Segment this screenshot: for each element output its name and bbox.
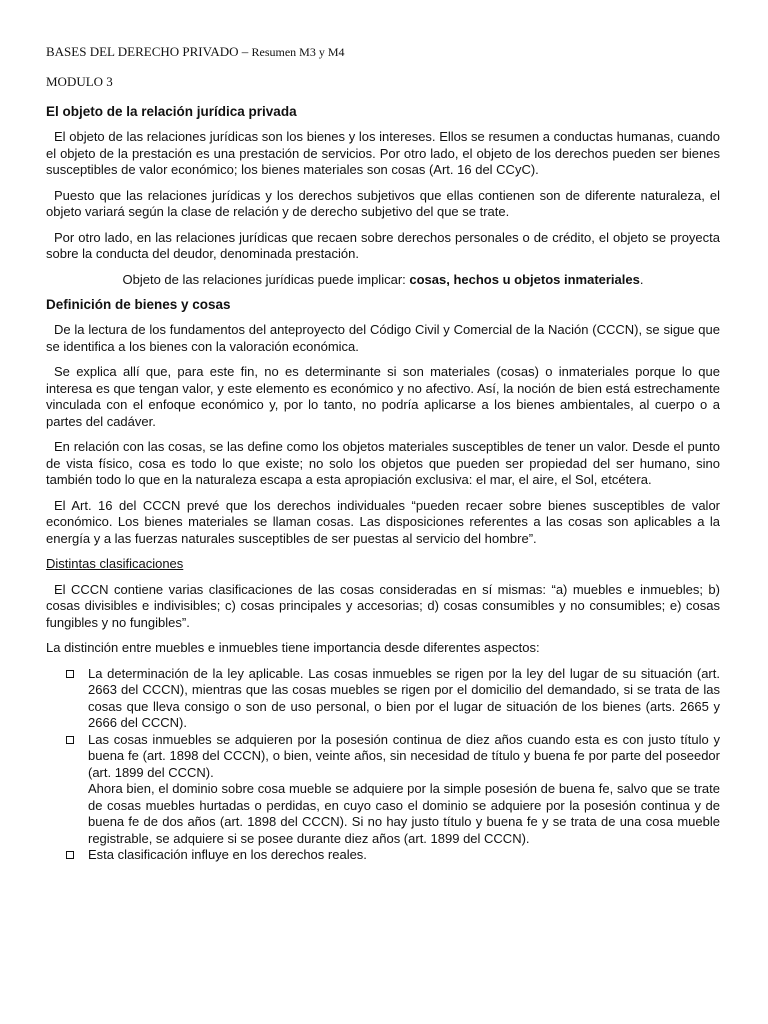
section-heading-clasificaciones: Distintas clasificaciones	[46, 556, 184, 571]
paragraph: El objeto de las relaciones jurídicas son los bienes y los intereses. Ellos se resumen a conductas humanas, cuando el objeto de la prestación es una prestación de servicios. Por otro lado, el objeto de los derechos pueden ser bienes susceptibles de valor económico; los bienes materiales son cosas (Art. 16 del CCyC).	[46, 129, 720, 177]
section-heading-objeto: El objeto de la relación jurídica privada	[46, 104, 297, 119]
checkbox-square-icon	[66, 670, 74, 678]
module-label: MODULO 3	[46, 74, 113, 89]
checkbox-square-icon	[66, 736, 74, 744]
paragraph: En relación con las cosas, se las define como los objetos materiales susceptibles de tener un valor. Desde el punto de vista físico, cosa es todo lo que existe; no solo los objetos que pueden ser propiedad del ser humano, sino también todo lo que en la naturaleza escapa a esta apropiación exclusiva: el mar, el aire, el Sol, etcétera.	[46, 439, 720, 487]
list-item	[66, 666, 720, 732]
paragraph: Por otro lado, en las relaciones jurídicas que recaen sobre derechos personales o de crédito, el objeto se proyecta sobre la conducta del deudor, denominada prestación.	[46, 229, 720, 261]
list-item	[66, 732, 720, 848]
text: .	[639, 271, 644, 287]
list-item-subtext: Ahora bien, el dominio sobre cosa mueble se adquiere por la simple posesión de buena fe, salvo que se trate de cosas muebles hurtadas o perdidas, en cuyo caso el dominio se adquiere por la posesión continua y de buena fe de dos años (art. 1898 del CCCN). Si no hay justo título y buena fe y se trata de una cosa mueble registrable, se adquiere si se posee durante diez años (art. 1899 del CCCN).	[88, 781, 720, 846]
text: Objeto de las relaciones jurídicas puede implicar:	[122, 271, 410, 287]
bullet-list	[66, 666, 720, 864]
document-title: BASES DEL DERECHO PRIVADO –	[46, 44, 252, 59]
list-item-text: La determinación de la ley aplicable. Las cosas inmuebles se rigen por la ley del lugar de su situación (art. 2663 del CCCN), mientras que las cosas muebles se rigen por el domicilio del demandado, si se trata de las cosas que lleva consigo o son de uso personal, o bien por el lugar de situación de los bienes (arts. 2665 y 2666 del CCCN).	[88, 665, 720, 730]
section-heading-bienes: Definición de bienes y cosas	[46, 297, 231, 312]
checkbox-square-icon	[66, 851, 74, 859]
paragraph-objeto-implica	[46, 272, 720, 289]
bold-text: cosas, hechos u objetos inmateriales	[409, 271, 640, 287]
list-item	[66, 847, 720, 864]
document-subtitle: Resumen M3 y M4	[251, 45, 345, 59]
list-item-text: Esta clasificación influye en los derechos reales.	[88, 847, 367, 862]
paragraph: De la lectura de los fundamentos del anteproyecto del Código Civil y Comercial de la Nación (CCCN), se sigue que se identifica a los bienes con la valoración económica.	[46, 322, 720, 354]
paragraph: El CCCN contiene varias clasificaciones de las cosas consideradas en sí mismas: “a) muebles e inmuebles; b) cosas divisibles e indivisibles; c) cosas principales y accesorias; d) cosas consumibles y no consumibles; e) cosas fungibles y no fungibles”.	[46, 581, 720, 630]
paragraph: Se explica allí que, para este fin, no es determinante si son materiales (cosas) o inmateriales porque lo que interesa es que tengan valor, y este elemento es económico y no afectivo. Así, la noción de bien está estrechamente vinculada con el enfoque económico y, por lo tanto, no podría aplicarse a los bienes ambientales, al cuerpo o a partes del cadáver.	[46, 364, 720, 429]
list-item-text: Las cosas inmuebles se adquieren por la posesión continua de diez años cuando esta es con justo título y buena fe (art. 1898 del CCCN), o bien, veinte años, sin necesidad de título y buena fe por parte del poseedor (art. 1899 del CCCN).	[88, 731, 720, 780]
document-header	[46, 44, 720, 60]
paragraph: Puesto que las relaciones jurídicas y los derechos subjetivos que ellas contienen son de diferente naturaleza, el objeto variará según la clase de relación y de derecho subjetivo del que se trate.	[46, 187, 720, 219]
paragraph: El Art. 16 del CCCN prevé que los derechos individuales “pueden recaer sobre bienes susceptibles de valor económico. Los bienes materiales se llaman cosas. Las disposiciones referentes a las cosas son aplicables a la energía y a las fuerzas naturales susceptibles de ser puestas al servicio del hombre”.	[46, 497, 720, 546]
paragraph: La distinción entre muebles e inmuebles tiene importancia desde diferentes aspectos:	[46, 640, 540, 655]
